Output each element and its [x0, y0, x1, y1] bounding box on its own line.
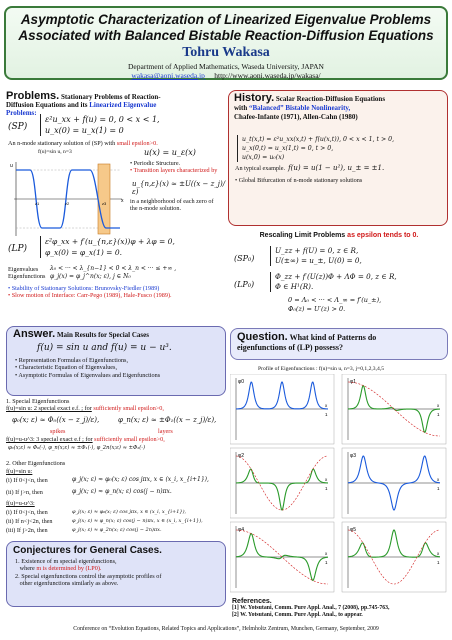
special-ef-heading: 1. Special Eigenfunctions [6, 398, 70, 405]
eigenfunction-label: φ2 [238, 453, 245, 459]
eigenfunction-panel [230, 448, 334, 518]
sin-case-ii: (ii) If j>n, then [6, 489, 43, 496]
answer-body-2 [6, 518, 226, 538]
eigenfunction-label: φ4 [238, 527, 245, 533]
lp0-eq-1: Φ_zz + f′(U(z))Φ + ΛΦ = 0, z ∈ R, [275, 272, 397, 281]
lp-eq-1: ε²φ_xx + f′(u_{n,ε}(x))φ + λφ = 0, [45, 237, 175, 246]
axis-one-label: 1 [325, 412, 328, 417]
history-bullet: • Global Bifurcation of n-mode stationary solutions [235, 177, 363, 184]
s1b-red: sufficiently small epsilon>0, [94, 436, 165, 443]
title-banner [4, 6, 448, 80]
question-text-1: What kind of Patterns do [289, 333, 377, 342]
s1a-red: sufficiently small epsilon>0, [93, 405, 164, 413]
cubic-case-i: (i) If 0<j<n, then [6, 509, 48, 516]
axis-x-label: x [437, 403, 440, 408]
problems-heading: Problems. [6, 90, 60, 102]
s1a: f(u)=sin u: 2 special exact e.f. ; for [6, 405, 92, 413]
conj-1b: where [19, 565, 35, 573]
layer-equation: u_{n,ε}(x) ≈ ±U((x − z_j)/ε) [132, 180, 226, 196]
other-ef-heading: 2. Other Eigenfunctions [6, 460, 66, 467]
stability-note [8, 285, 228, 300]
problems-sub3: Problems: [6, 109, 37, 118]
axis-one-label: 1 [437, 486, 440, 491]
answer-body [6, 398, 226, 518]
eigenfunction-panel [230, 522, 334, 592]
history-heading: History. [234, 92, 275, 104]
bullet-periodic: • Periodic Structure. [130, 160, 181, 167]
problems-section [6, 92, 224, 322]
eigenfunction-panel [342, 374, 446, 444]
history-example [235, 165, 445, 172]
layers-label: layers [158, 428, 173, 435]
spikes-label: spikes [50, 428, 66, 435]
answer-card [6, 326, 226, 396]
cubic-case-iii: (iii) If j>2n, then [6, 527, 48, 534]
answer-equation: f(u) = sin u and f(u) = u − u³. [37, 343, 172, 353]
conj-1a: 1. Existence of m special eigenfunctions, [15, 558, 117, 565]
answer-bullet-1: • Representation Formulas of Eigenfunctions, [15, 357, 129, 364]
question-card [230, 328, 448, 360]
axis-one-label: 1 [325, 486, 328, 491]
sp0-label: (SP₀) [234, 254, 255, 263]
stab-a: • Stability of Stationary Solutions: [8, 285, 94, 292]
eigenfunction-label: φ0 [238, 379, 245, 385]
slow-b: Carr-Pego (1989), Hale-Fusco (1989). [77, 292, 172, 300]
lp0-eq-4: Φ₀(z) = U′(z) > 0. [288, 304, 346, 313]
eigenfunction-label: φ5 [350, 527, 357, 533]
rescaling-section [230, 232, 448, 324]
cubic-case-ii-eq: φ_j(x; ε) ≈ φ_n(x; ε) cos(j − n)πx, x ∈ (x_i, x_{i+1}), [72, 518, 203, 524]
conj-2b: other eigenfunctions similarly as above. [19, 580, 119, 588]
lp-equations [40, 236, 175, 258]
cubic-case-iii-eq: φ_j(x; ε) ≈ φ_2n(x; ε) cos(j − 2n)πx. [72, 527, 162, 533]
sin-case-i-eq: φ_j(x; ε) ≈ φ₀(x; ε) cos jπx, x ∈ (x_i, x_{i+1}), [72, 476, 209, 483]
history-card [228, 90, 448, 226]
footer: Conference on “Evolution Equations, Related Topics and Applications”, Helmholtz Zentrum, Munchen, Germany, September, 2009 [73, 626, 379, 632]
axis-x-label: x [325, 551, 328, 556]
email-link[interactable]: wakasa@aoni.waseda.jp [131, 71, 205, 80]
sp-equations [40, 114, 160, 136]
lp-label: (LP) [8, 244, 28, 254]
lp-eq-2: φ_x(0) = φ_x(1) = 0. [45, 248, 122, 257]
s1b: f(u)=u-u^3: 3 special exact e.f ; for [6, 436, 93, 443]
eig-label-2: Eigenfunctions [8, 273, 46, 281]
eigenfunction-panel [230, 374, 334, 444]
svg-text:z3: z3 [102, 201, 107, 206]
history-equations [237, 135, 443, 162]
history-sub2b: “Balanced” Bistable Nonlinearity, [248, 104, 351, 112]
conjectures-heading: Conjectures for General Cases. [13, 545, 162, 556]
stationary-solution-plot [8, 158, 126, 240]
sp0-eq-1: U_zz + f(U) = 0, z ∈ R, [275, 246, 359, 255]
references-heading: References. [232, 598, 272, 605]
eigenfunction-plots [230, 374, 448, 596]
axis-one-label: 1 [437, 560, 440, 565]
sp-eq-1: ε²u_xx + f(u) = 0, 0 < x < 1, [45, 115, 160, 124]
axis-one-label: 1 [437, 412, 440, 417]
rescaling-heading [230, 232, 448, 239]
answer-bullets [15, 357, 221, 379]
cubic-case-i-eq: φ_j(x; ε) ≈ φ₀(x; ε) cos jπx, x ∈ (x_i, x_{i+1}), [72, 509, 187, 515]
cubic-case-ii: (ii) If n<j<2n, then [6, 518, 53, 525]
title-line-1: Asymptotic Characterization of Linearized Eigenvalue Problems [20, 12, 432, 27]
axis-one-label: 1 [325, 560, 328, 565]
axis-x-label: x [437, 477, 440, 482]
eigenfunction-label: φ1 [350, 379, 357, 385]
example-a: An typical example. [235, 165, 285, 172]
phi0-eq: φ₀(x; ε) ≈ Φ₀((x − z_j)/ε), [12, 416, 100, 424]
homepage-link[interactable]: http://www.aoni.waseda.jp/wakasa/ [214, 71, 321, 80]
slow-a: • Slow motion of Interface: [8, 292, 76, 300]
eig-equations [50, 265, 228, 280]
rescaling-heading-a: Rescaling Limit Problems [259, 232, 346, 239]
references [232, 598, 448, 620]
question-heading: Question. [237, 331, 288, 343]
eigenfunction-panel [342, 448, 446, 518]
history-sub1: Scalar Reaction-Diffusion Equations [275, 95, 386, 103]
lp0-spectrum [288, 296, 381, 313]
reference-2: [2] W. Yotsutani, Comm. Pure Appl. Anal., to appear. [232, 612, 363, 619]
eig-label-1: Eigenvalues [8, 266, 39, 273]
solution-note [8, 140, 228, 147]
neigh-a: in a neighborhood of each zero of [130, 198, 214, 205]
neighborhood-note [130, 198, 226, 213]
eig-eq-1: λ₀ < ··· < λ_{n−1} < 0 < λ_n < ··· ≤ +∞ , [50, 265, 177, 272]
author-name: Tohru Wakasa [182, 45, 270, 60]
svg-text:z1: z1 [35, 201, 40, 206]
layer-highlight [98, 164, 110, 234]
question-text-2: eigenfunctions of (LP) possess? [237, 343, 344, 352]
example-b: f(u) = u(1 − u²), u_± = ±1. [288, 164, 385, 172]
svg-text:u: u [10, 163, 13, 169]
history-eq-3: u(x,0) = u₀(x) [242, 154, 285, 161]
contact-links [6, 71, 446, 80]
solution-note-a: An n-mode stationary solution of (SP) with [8, 140, 116, 147]
u-approx: u(x) = u_ε(x) [144, 148, 196, 157]
answer-bullet-3: • Asymptotic Formulas of Eigenvalues and Eigenfunctions [15, 371, 161, 379]
history-sub3: Chafee-Infante (1971), Allen-Cahn (1980) [234, 113, 358, 121]
eigenfunction-panel [342, 522, 446, 592]
phin-eq: φ_n(x; ε) ≈ ±Φ₁((x − z_j)/ε), [118, 416, 217, 424]
conjectures-card [6, 541, 226, 607]
special-ef-cubic [6, 436, 226, 443]
answer-heading: Answer. [13, 328, 56, 340]
special-ef-sin [6, 405, 226, 412]
conj-1b-red: m is determined by (LP0). [36, 565, 102, 573]
sp-eq-2: u_x(0) = u_x(1) = 0 [45, 126, 124, 135]
sin-case-i: (i) If 0<j<n, then [6, 477, 48, 484]
solution-note-b: small epsilon>0. [116, 140, 158, 147]
sin-case-ii-eq: φ_j(x; ε) ≈ φ_n(x; ε) cos(j − n)πx. [72, 488, 172, 495]
cubic-special-eqs: φ₀(x;ε) ≈ Φ₀(·), φ_n(x;ε) ≈ ±Φ₁(·), φ_2n(x;ε) ≈ ±Φ₂(·) [8, 445, 145, 451]
problems-sub1: Stationary Problems of Reaction- [60, 93, 161, 101]
lp0-equations [270, 272, 397, 292]
title-line-2: Associated with Balanced Bistable Reaction-Diffusion Equations [18, 28, 434, 43]
sp-label: (SP) [8, 122, 28, 132]
sp0-equations [270, 246, 362, 266]
axis-x-label: x [325, 477, 328, 482]
svg-text:x: x [121, 198, 124, 204]
axis-x-label: x [437, 551, 440, 556]
eig-labels [8, 266, 48, 281]
other-ef-sin: f(u)=sin u: [6, 468, 33, 475]
history-sub2a: with [234, 104, 248, 112]
plot-caption: f(u)=sin u, n=3 [38, 149, 72, 155]
history-eq-2: u_x(0,t) = u_x(1,t) = 0, t > 0, [242, 145, 334, 152]
answer-sub: Main Results for Special Cases [56, 331, 149, 339]
solution-bullets [130, 160, 226, 175]
stab-b: Brunovsky-Fiedler (1989) [94, 285, 160, 292]
problems-sub2: Diffusion Equations and its [6, 101, 88, 110]
answer-bullet-2: • Characteristic Equation of Eigenvalues, [15, 364, 117, 372]
department: Department of Applied Mathematics, Waseda University, JAPAN [128, 62, 324, 71]
other-ef-cubic: f(u)=u-u^3: [6, 500, 35, 507]
conj-2a: 2. Special eigenfunctions control the asymptotic profiles of [15, 572, 162, 580]
svg-text:z2: z2 [65, 201, 70, 206]
lp0-label: (LP₀) [234, 280, 255, 289]
neigh-b: the n-mode solution. [130, 205, 182, 213]
problems-sub-highlight: Linearized Eigenvalue [89, 101, 157, 110]
reference-1: [1] W. Yotsutani, Comm. Pure Appl. Anal., 7 (2008), pp.745-763, [232, 605, 390, 611]
eigenfunction-label: φ3 [350, 453, 357, 459]
bullet-transition: • Transition layers characterized by [130, 167, 218, 175]
axis-x-label: x [325, 403, 328, 408]
profile-caption: Profile of Eigenfunctions : f(u)=sin u, n=3, j=0,1,2,3,4,5 [258, 366, 384, 372]
lp0-eq-2: Φ ∈ H¹(R). [275, 282, 314, 291]
rescaling-heading-b: as epsilon tends to 0. [347, 232, 419, 239]
conjectures-body [7, 558, 225, 588]
eig-eq-2: φ_j(x) = φ_j^n(x; ε), j ∈ N₀ [50, 272, 131, 280]
lp0-eq-3: 0 = Λ₀ < ··· < Λ_∞ = f′(u_±), [288, 296, 382, 304]
history-eq-1: u_t(x,t) = ε²u_xx(x,t) + f(u(x,t)), 0 < x < 1, t > 0, [242, 136, 395, 143]
sp0-eq-2: U(±∞) = u_±, U(0) = 0, [275, 256, 362, 265]
